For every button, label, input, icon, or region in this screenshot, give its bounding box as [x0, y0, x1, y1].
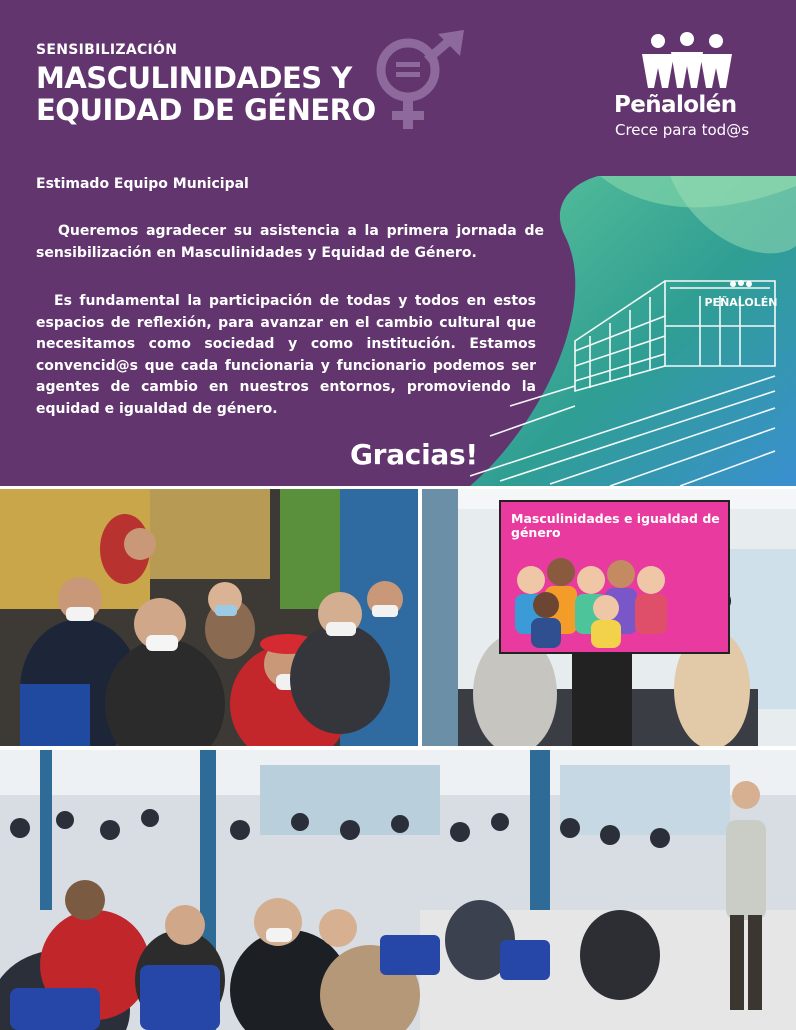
paragraph-1: Queremos agradecer su asistencia a la primera jornada de sensibilización en Masculinidades y Equidad de Género. — [36, 223, 544, 261]
thanks-heading: Gracias! — [350, 438, 478, 471]
greeting: Estimado Equipo Municipal — [36, 176, 249, 192]
logo-name: Peñalolén — [614, 92, 737, 118]
building-illustration — [470, 176, 796, 486]
audience-photo — [0, 489, 418, 746]
header-panel — [0, 0, 796, 486]
title-line-1: MASCULINIDADES Y — [36, 61, 352, 95]
title-line-2: EQUIDAD DE GÉNERO — [36, 93, 376, 127]
kicker-label: SENSIBILIZACIÓN — [36, 42, 178, 58]
logo-slogan: Crece para tod@s — [615, 121, 750, 139]
building-sign: PEÑALOLÉN — [704, 296, 778, 309]
screen-title: Masculinidades e igualdad de género — [511, 511, 720, 540]
presentation-screen — [499, 500, 730, 654]
paragraph-2: Es fundamental la participación de todas y todos en estos espacios de reflexión, para avanzar en el cambio cultural que necesitamos como sociedad y como institución. Estamos convencid@s que cada funcionaria y funcionario podemos ser agentes de cambio en nuestros entornos, promoviendo la equidad e igualdad de género. — [36, 293, 536, 417]
gender-symbol-icon — [368, 28, 468, 132]
hall-photo — [0, 750, 796, 1030]
